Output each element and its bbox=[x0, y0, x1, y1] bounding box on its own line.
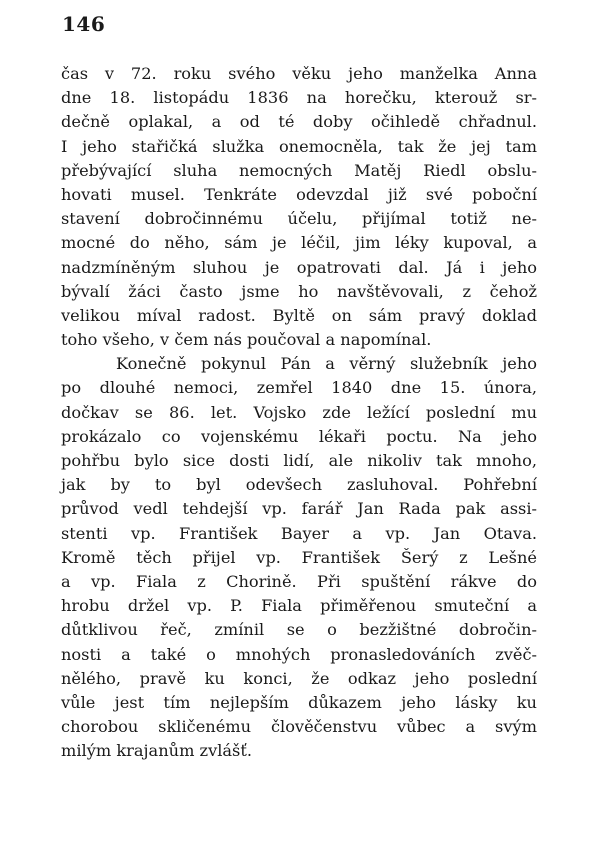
text-line: hrobu držel vp. P. Fiala přiměřenou smuteční a bbox=[61, 596, 537, 616]
text-line: důtklivou řeč, zmínil se o bezžištné dobročin- bbox=[61, 620, 537, 640]
text-line: bývalí žáci často jsme ho navštěvovali, z čehož bbox=[61, 281, 537, 301]
text-line: hovati musel. Tenkráte odevzdal již své poboční bbox=[61, 184, 537, 204]
text-line: velikou míval radost. Byltě on sám pravý doklad bbox=[61, 305, 537, 325]
text-line: přebývající sluha nemocných Matěj Riedl obslu- bbox=[61, 160, 537, 180]
body-text bbox=[61, 62, 537, 763]
text-line: stavení dobročinnému účelu, přijímal totiž ne- bbox=[61, 209, 537, 229]
text-line: průvod vedl tehdejší vp. farář Jan Rada pak assi- bbox=[61, 499, 537, 519]
text-line: dečně oplakal, a od té doby očihledě chřadnul. bbox=[61, 112, 537, 132]
text-line: nadzmíněným sluhou je opatrovati dal. Já i jeho bbox=[61, 257, 537, 277]
page-number: 146 bbox=[62, 12, 106, 36]
text-line: I jeho stařičká služka onemocněla, tak že jej tam bbox=[61, 136, 537, 156]
text-line: milým krajanům zvlášť. bbox=[61, 741, 253, 761]
text-line: nosti a také o mnohých pronasledováních zvěč- bbox=[61, 644, 537, 664]
text-line: mocné do něho, sám je léčil, jim léky kupoval, a bbox=[61, 233, 537, 253]
text-line: jak by to byl odevšech zasluhoval. Pohřební bbox=[61, 475, 537, 495]
text-line: dne 18. listopádu 1836 na horečku, kterouž sr- bbox=[61, 88, 537, 108]
text-line: stenti vp. František Bayer a vp. Jan Otava. bbox=[61, 523, 537, 543]
text-line: pohřbu bylo sice dosti lidí, ale nikoliv tak mnoho, bbox=[61, 451, 537, 470]
text-line: prokázalo co vojenskému lékaři poctu. Na jeho bbox=[61, 426, 537, 446]
text-line: vůle jest tím nejlepším důkazem jeho lásky ku bbox=[61, 692, 537, 712]
text-line: Kromě těch přijel vp. František Šerý z Lešné bbox=[61, 547, 537, 567]
text-line: toho všeho, v čem nás poučoval a napomínal. bbox=[61, 330, 432, 350]
text-line: Konečně pokynul Pán a věrný služebník jeho bbox=[116, 354, 537, 374]
text-line: chorobou skličenému člověčenstvu vůbec a svým bbox=[61, 717, 537, 737]
text-line: nělého, pravě ku konci, že odkaz jeho poslední bbox=[61, 668, 537, 688]
text-line: dočkav se 86. let. Vojsko zde ležící poslední mu bbox=[61, 402, 537, 422]
text-line: po dlouhé nemoci, zemřel 1840 dne 15. února, bbox=[61, 378, 537, 398]
text-line: a vp. Fiala z Chorině. Při spuštění rákve do bbox=[61, 571, 537, 591]
text-line: čas v 72. roku svého věku jeho manželka Anna bbox=[61, 64, 537, 83]
